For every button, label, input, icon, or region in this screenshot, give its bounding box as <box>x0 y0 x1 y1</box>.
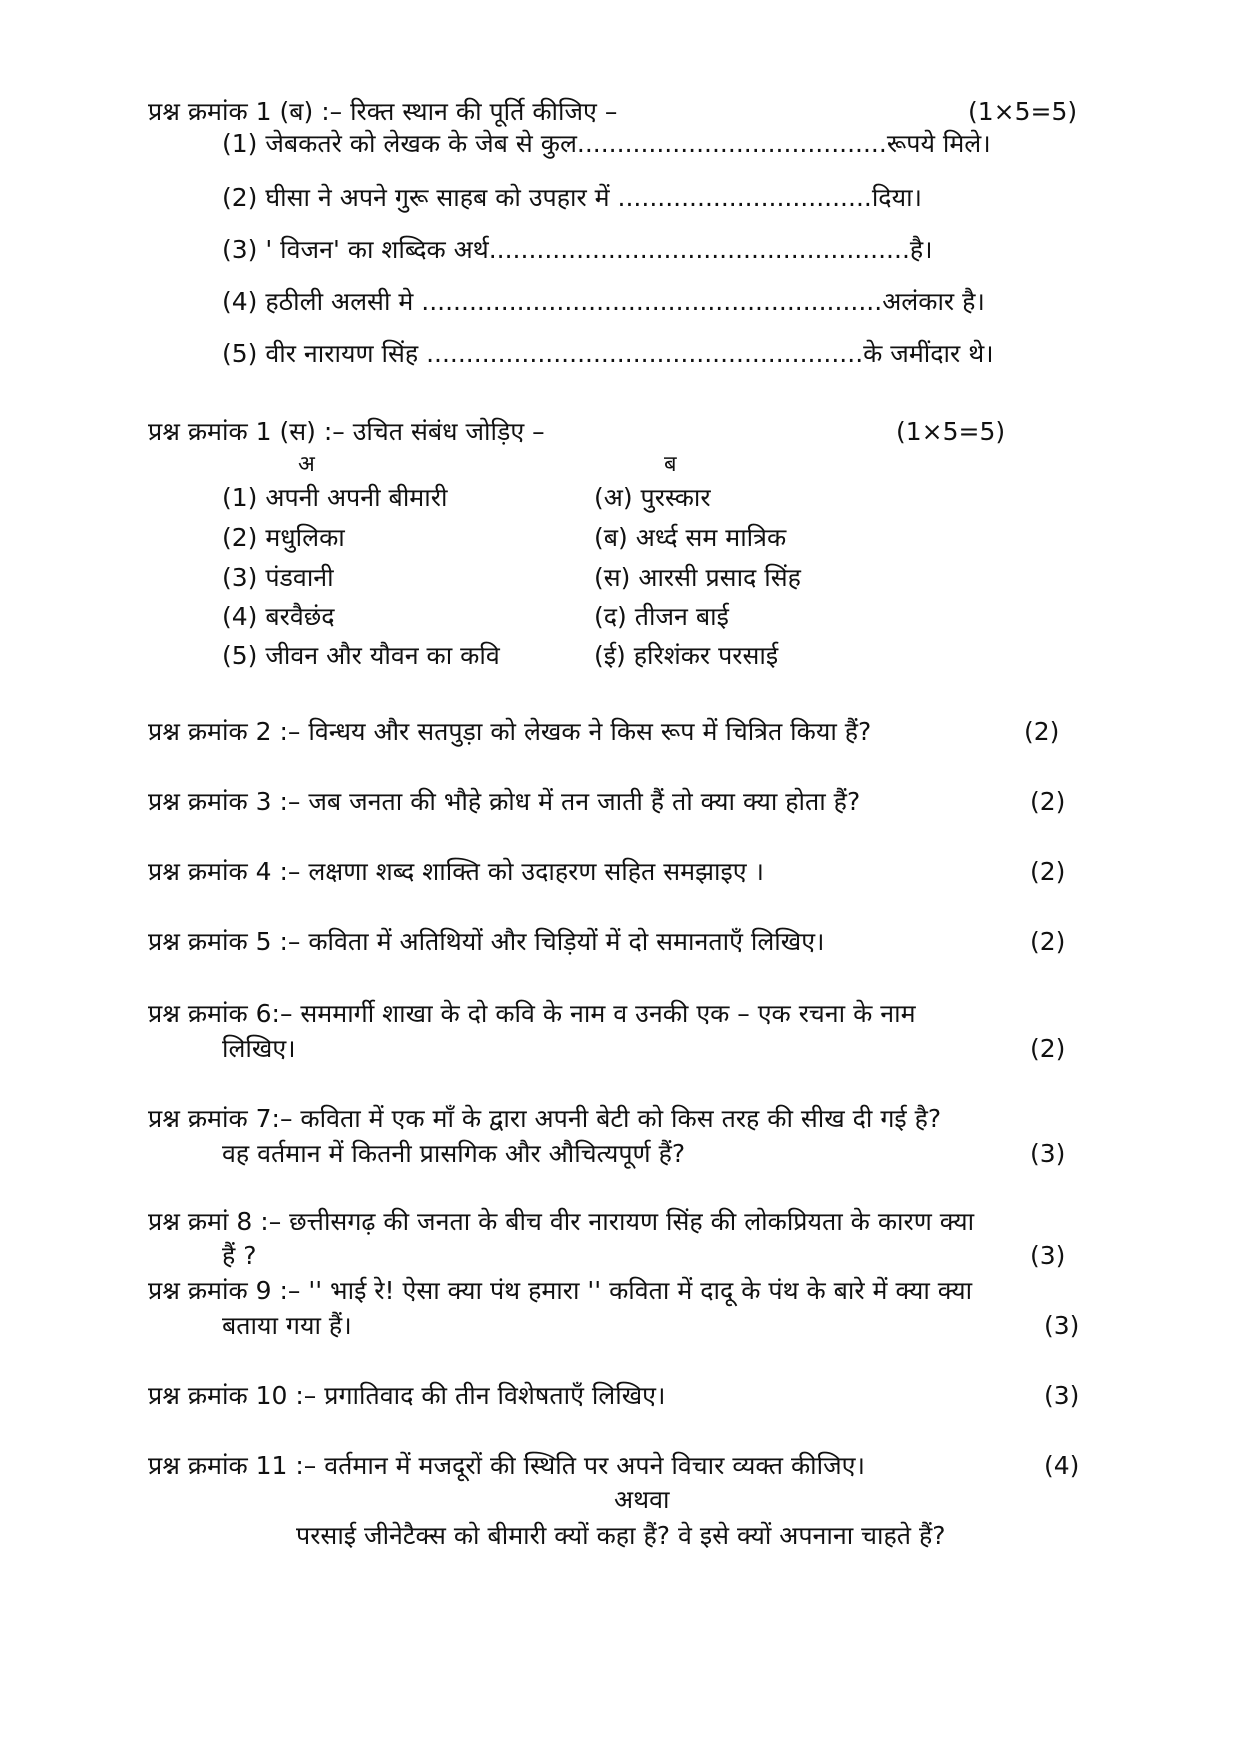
question-10-text: प्रश्न क्रमांक 10 :– प्रगातिवाद की तीन विशेषताएँ लिखिए। <box>148 1381 666 1410</box>
question-6-text: प्रश्न क्रमांक 6:– सममार्गी शाखा के दो कवि के नाम व उनकी एक – एक रचना के नाम <box>148 999 916 1028</box>
question-3-marks: (2) <box>1030 787 1066 816</box>
question-10-marks: (3) <box>1044 1381 1080 1410</box>
q1b-marks: (1×5=5) <box>968 97 1078 126</box>
match-right-item: (ई) हरिशंकर परसाई <box>594 641 779 670</box>
q1s-title: प्रश्न क्रमांक 1 (स) :– उचित संबंध जोड़िए – <box>148 417 545 446</box>
q1b-item: (4) हठीली अलसी मे ..........................................................अलंकार है। <box>222 287 985 316</box>
q1s-marks: (1×5=5) <box>896 417 1006 446</box>
match-right-item: (द) तीजन बाई <box>594 602 729 631</box>
match-left-item: (3) पंडवानी <box>222 563 334 592</box>
question-9-text: प्रश्न क्रमांक 9 :– '' भाई रे! ऐसा क्या पंथ हमारा '' कविता में दादू के पंथ के बारे में क्या क्या <box>148 1276 973 1305</box>
match-left-item: (2) मधुलिका <box>222 523 345 552</box>
question-5-text: प्रश्न क्रमांक 5 :– कविता में अतिथियों और चिड़ियों में दो समानताएँ लिखिए। <box>148 927 825 956</box>
match-right-item: (अ) पुरस्कार <box>594 483 711 512</box>
question-2-marks: (2) <box>1024 717 1060 746</box>
question-5-marks: (2) <box>1030 927 1066 956</box>
q1b-item: (5) वीर नारायण सिंह .......................................................के जमींदार थे। <box>222 339 994 368</box>
q1b-item: (1) जेबकतरे को लेखक के जेब से कुल.......................................रूपये मिले। <box>222 129 991 158</box>
question-11-alternative: परसाई जीनेटैक्स को बीमारी क्यों कहा हैं? वे इसे क्यों अपनाना चाहते हैं? <box>296 1521 946 1550</box>
q1b-item: (2) घीसा ने अपने गुरू साहब को उपहार में ................................दिया। <box>222 183 923 212</box>
question-2-text: प्रश्न क्रमांक 2 :– विन्धय और सतपुड़ा को लेखक ने किस रूप में चित्रित किया हैं? <box>148 717 872 746</box>
question-8-text-cont: हैं ? <box>222 1241 257 1270</box>
question-4-marks: (2) <box>1030 857 1066 886</box>
question-8-text: प्रश्न क्रमां 8 :– छत्तीसगढ़ की जनता के बीच वीर नारायण सिंह की लोकप्रियता के कारण क्या <box>148 1207 975 1236</box>
question-3-text: प्रश्न क्रमांक 3 :– जब जनता की भौहे क्रोध में तन जाती हैं तो क्या क्या होता हैं? <box>148 787 861 816</box>
question-8-marks: (3) <box>1030 1241 1066 1270</box>
question-11-marks: (4) <box>1044 1451 1080 1480</box>
question-4-text: प्रश्न क्रमांक 4 :– लक्षणा शब्द शाक्ति को उदाहरण सहित समझाइए । <box>148 857 764 886</box>
question-7-text-cont: वह वर्तमान में कितनी प्रासगिक और औचित्यपूर्ण हैं? <box>222 1139 686 1168</box>
question-11-text: प्रश्न क्रमांक 11 :– वर्तमान में मजदूरों की स्थिति पर अपने विचार व्यक्त कीजिए। <box>148 1451 865 1480</box>
question-9-marks: (3) <box>1044 1311 1080 1340</box>
question-6-text-cont: लिखिए। <box>222 1034 296 1063</box>
match-left-item: (1) अपनी अपनी बीमारी <box>222 483 448 512</box>
or-label: अथवा <box>614 1485 670 1514</box>
question-7-marks: (3) <box>1030 1139 1066 1168</box>
question-9-text-cont: बताया गया हैं। <box>222 1311 352 1340</box>
match-right-item: (ब) अर्ध्द सम मात्रिक <box>594 523 787 552</box>
match-left-item: (4) बरवैछंद <box>222 602 335 631</box>
column-b-heading: ब <box>664 452 677 477</box>
q1b-item: (3) ' विजन' का शब्दिक अर्थ.....................................................है। <box>222 235 933 264</box>
column-a-heading: अ <box>298 452 315 477</box>
match-right-item: (स) आरसी प्रसाद सिंह <box>594 563 801 592</box>
question-6-marks: (2) <box>1030 1034 1066 1063</box>
match-left-item: (5) जीवन और यौवन का कवि <box>222 641 500 670</box>
q1b-title: प्रश्न क्रमांक 1 (ब) :– रिक्त स्थान की पूर्ति कीजिए – <box>148 97 618 126</box>
question-7-text: प्रश्न क्रमांक 7:– कविता में एक माँ के द्वारा अपनी बेटी को किस तरह की सीख दी गई है? <box>148 1104 942 1133</box>
